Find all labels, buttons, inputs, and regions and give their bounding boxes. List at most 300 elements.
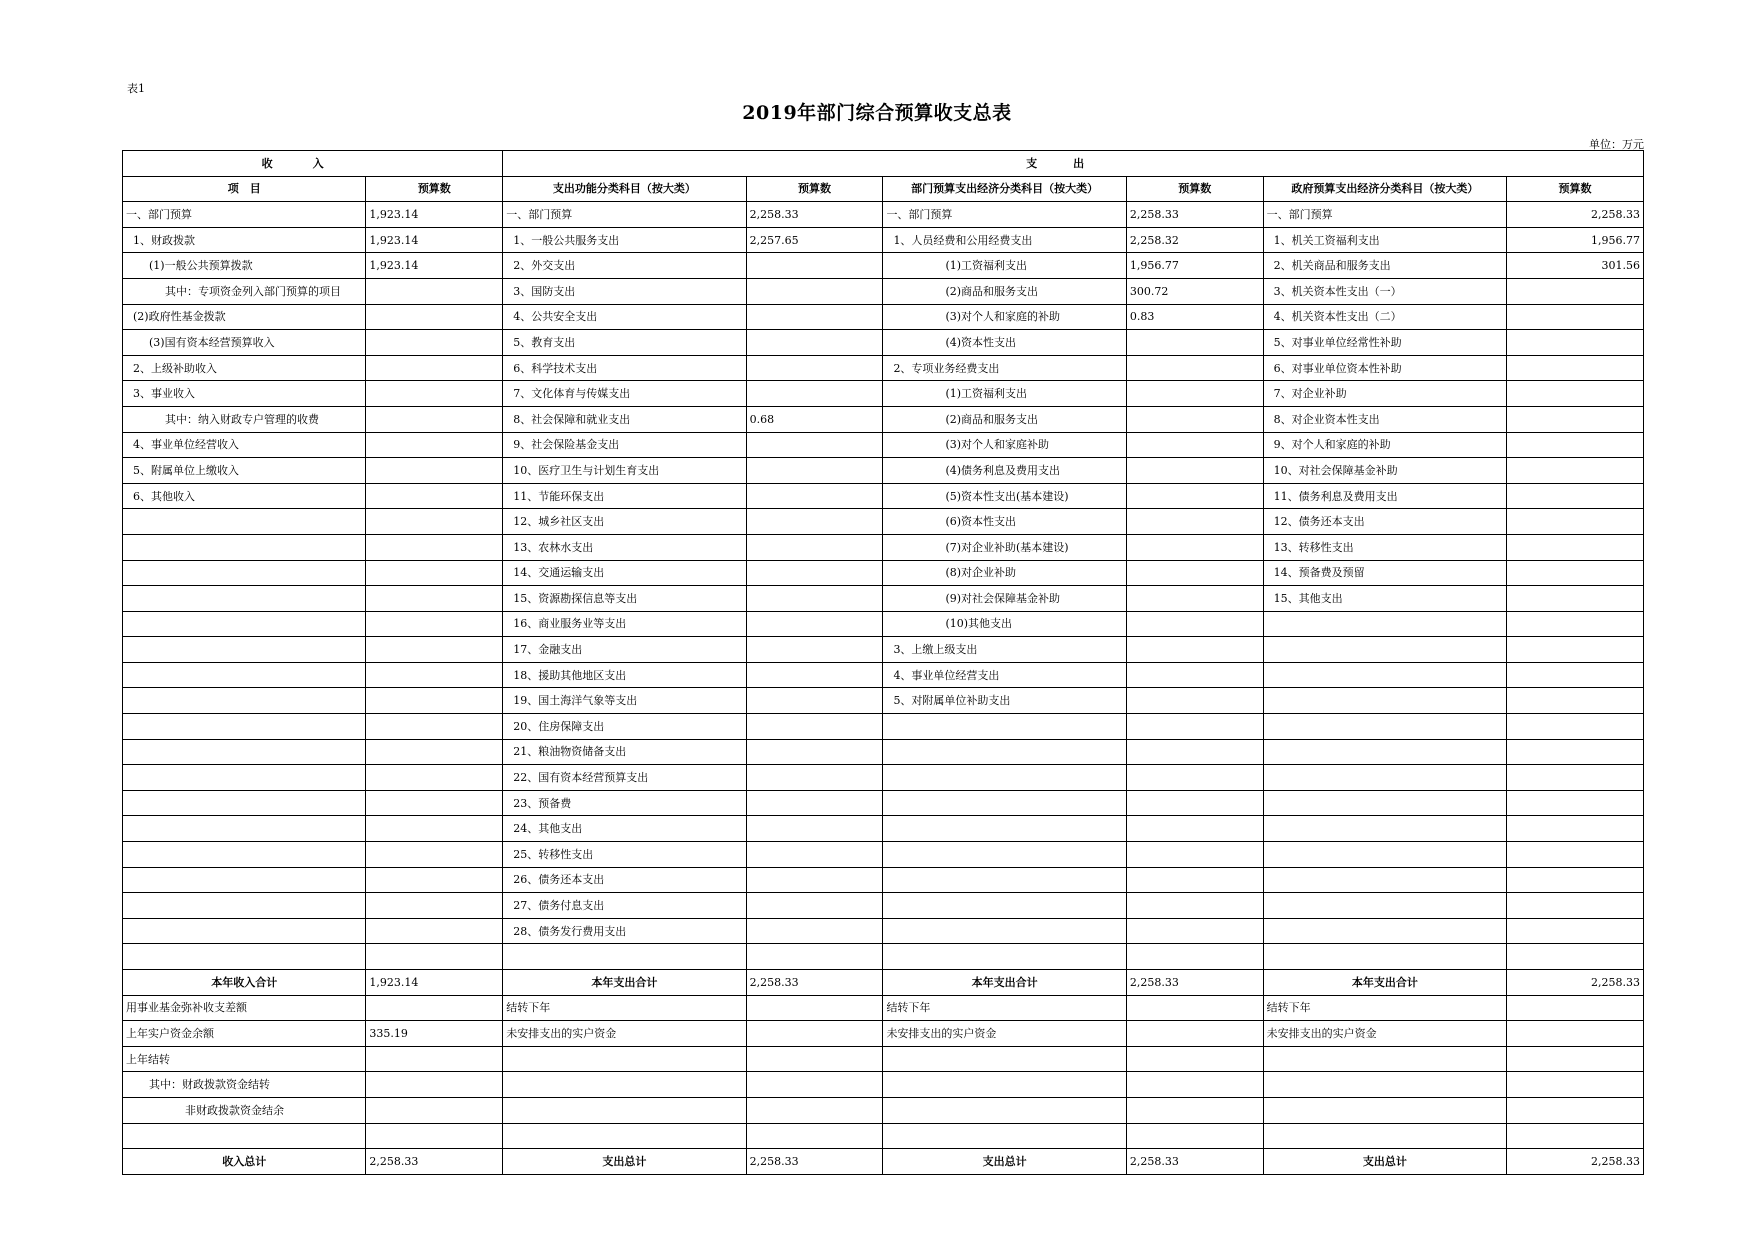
table-cell: (4)债务利息及费用支出 bbox=[883, 458, 1126, 484]
table-cell bbox=[1126, 867, 1263, 893]
table-cell bbox=[1263, 918, 1506, 944]
table-cell: 24、其他支出 bbox=[503, 816, 746, 842]
table-cell bbox=[123, 739, 366, 765]
table-cell bbox=[1507, 1097, 1644, 1123]
table-row bbox=[123, 432, 1644, 458]
table-cell bbox=[366, 534, 503, 560]
table-row bbox=[123, 1072, 1644, 1098]
table-cell bbox=[1126, 893, 1263, 919]
table-cell bbox=[746, 1021, 883, 1047]
table-cell bbox=[366, 355, 503, 381]
table-cell bbox=[746, 586, 883, 612]
table-cell bbox=[746, 432, 883, 458]
table-cell: 13、农林水支出 bbox=[503, 534, 746, 560]
table-cell: 18、援助其他地区支出 bbox=[503, 662, 746, 688]
table-cell: (2)商品和服务支出 bbox=[883, 278, 1126, 304]
table-cell bbox=[366, 278, 503, 304]
total-cell: 2,258.33 bbox=[746, 1149, 883, 1175]
table-cell bbox=[366, 560, 503, 586]
table-cell bbox=[123, 586, 366, 612]
table-row bbox=[123, 944, 1644, 970]
table-cell bbox=[1507, 304, 1644, 330]
table-cell bbox=[366, 458, 503, 484]
table-cell bbox=[123, 893, 366, 919]
table-cell bbox=[746, 765, 883, 791]
table-row bbox=[123, 304, 1644, 330]
table-cell bbox=[366, 765, 503, 791]
table-cell bbox=[366, 1123, 503, 1149]
table-cell bbox=[1507, 1021, 1644, 1047]
table-cell: 一、部门预算 bbox=[123, 202, 366, 228]
table-cell bbox=[746, 509, 883, 535]
table-cell bbox=[883, 1072, 1126, 1098]
table-cell bbox=[1507, 560, 1644, 586]
table-cell bbox=[1507, 611, 1644, 637]
table-cell bbox=[746, 662, 883, 688]
table-cell: (3)对个人和家庭补助 bbox=[883, 432, 1126, 458]
total-cell: 支出总计 bbox=[1263, 1149, 1506, 1175]
subtotal-cell: 2,258.33 bbox=[1507, 970, 1644, 996]
table-cell bbox=[366, 995, 503, 1021]
table-cell bbox=[746, 1072, 883, 1098]
subtotal-cell: 2,258.33 bbox=[746, 970, 883, 996]
table-cell bbox=[1507, 586, 1644, 612]
table-cell: 0.83 bbox=[1126, 304, 1263, 330]
table-cell: 1,956.77 bbox=[1126, 253, 1263, 279]
table-cell: (5)资本性支出(基本建设) bbox=[883, 483, 1126, 509]
table-cell: 5、附属单位上缴收入 bbox=[123, 458, 366, 484]
table-cell bbox=[746, 330, 883, 356]
table-cell bbox=[366, 432, 503, 458]
table-cell bbox=[1126, 662, 1263, 688]
table-cell: 9、对个人和家庭的补助 bbox=[1263, 432, 1506, 458]
table-cell bbox=[1263, 765, 1506, 791]
table-row bbox=[123, 458, 1644, 484]
table-cell bbox=[123, 714, 366, 740]
table-cell: 结转下年 bbox=[503, 995, 746, 1021]
table-row bbox=[123, 406, 1644, 432]
table-row bbox=[123, 637, 1644, 663]
table-cell bbox=[746, 944, 883, 970]
table-cell bbox=[1126, 330, 1263, 356]
table-row bbox=[123, 1123, 1644, 1149]
table-cell: 1,923.14 bbox=[366, 227, 503, 253]
table-cell bbox=[366, 842, 503, 868]
table-cell bbox=[1263, 1097, 1506, 1123]
table-cell: 3、国防支出 bbox=[503, 278, 746, 304]
table-cell bbox=[746, 893, 883, 919]
column-header: 预算数 bbox=[746, 176, 883, 202]
table-cell bbox=[1126, 458, 1263, 484]
table-cell bbox=[123, 637, 366, 663]
table-cell: 12、债务还本支出 bbox=[1263, 509, 1506, 535]
table-cell: 7、对企业补助 bbox=[1263, 381, 1506, 407]
table-cell: 2,258.33 bbox=[746, 202, 883, 228]
table-cell: 6、对事业单位资本性补助 bbox=[1263, 355, 1506, 381]
table-cell: 300.72 bbox=[1126, 278, 1263, 304]
table-cell: 5、对附属单位补助支出 bbox=[883, 688, 1126, 714]
column-header-row bbox=[123, 176, 1644, 202]
table-cell bbox=[1263, 739, 1506, 765]
table-cell bbox=[1507, 1123, 1644, 1149]
table-cell bbox=[503, 1097, 746, 1123]
table-cell: (6)资本性支出 bbox=[883, 509, 1126, 535]
sheet-label: 表1 bbox=[127, 82, 145, 95]
table-cell bbox=[366, 483, 503, 509]
table-cell bbox=[1507, 330, 1644, 356]
table-cell bbox=[123, 560, 366, 586]
table-cell: 5、对事业单位经常性补助 bbox=[1263, 330, 1506, 356]
table-cell bbox=[123, 918, 366, 944]
table-cell bbox=[366, 304, 503, 330]
table-cell bbox=[1507, 765, 1644, 791]
table-cell: 7、文化体育与传媒支出 bbox=[503, 381, 746, 407]
column-header: 部门预算支出经济分类科目（按大类） bbox=[883, 176, 1126, 202]
table-cell bbox=[1126, 1072, 1263, 1098]
table-cell: 2,257.65 bbox=[746, 227, 883, 253]
table-cell: 2、上级补助收入 bbox=[123, 355, 366, 381]
table-cell bbox=[746, 355, 883, 381]
table-cell: (3)对个人和家庭的补助 bbox=[883, 304, 1126, 330]
table-row bbox=[123, 202, 1644, 228]
expense-group-header: 支出 bbox=[503, 151, 1644, 177]
table-cell bbox=[366, 714, 503, 740]
table-cell bbox=[123, 867, 366, 893]
table-cell bbox=[366, 1072, 503, 1098]
table-cell bbox=[366, 611, 503, 637]
table-cell: 2、专项业务经费支出 bbox=[883, 355, 1126, 381]
table-cell: 335.19 bbox=[366, 1021, 503, 1047]
table-cell: 1,923.14 bbox=[366, 253, 503, 279]
table-cell bbox=[746, 714, 883, 740]
table-cell: 28、债务发行费用支出 bbox=[503, 918, 746, 944]
table-cell bbox=[746, 483, 883, 509]
table-cell bbox=[1126, 1021, 1263, 1047]
table-cell bbox=[1126, 842, 1263, 868]
table-cell: 非财政拨款资金结余 bbox=[123, 1097, 366, 1123]
table-cell bbox=[1507, 483, 1644, 509]
table-cell: 1,923.14 bbox=[366, 202, 503, 228]
table-cell: 11、债务利息及费用支出 bbox=[1263, 483, 1506, 509]
table-cell bbox=[746, 816, 883, 842]
table-cell bbox=[1263, 637, 1506, 663]
table-cell: 8、对企业资本性支出 bbox=[1263, 406, 1506, 432]
table-cell: 14、预备费及预留 bbox=[1263, 560, 1506, 586]
total-cell: 支出总计 bbox=[883, 1149, 1126, 1175]
unit-label: 单位：万元 bbox=[1589, 138, 1644, 151]
table-row bbox=[123, 330, 1644, 356]
table-cell: 1、财政拨款 bbox=[123, 227, 366, 253]
table-cell bbox=[1126, 560, 1263, 586]
table-row bbox=[123, 483, 1644, 509]
table-cell bbox=[1126, 995, 1263, 1021]
table-cell bbox=[1126, 944, 1263, 970]
column-header: 预算数 bbox=[1507, 176, 1644, 202]
table-cell bbox=[1263, 1046, 1506, 1072]
table-cell bbox=[366, 381, 503, 407]
table-cell: (1)工资福利支出 bbox=[883, 253, 1126, 279]
table-cell bbox=[366, 816, 503, 842]
table-cell bbox=[366, 944, 503, 970]
table-cell bbox=[1126, 816, 1263, 842]
table-cell bbox=[883, 1097, 1126, 1123]
table-cell bbox=[1507, 944, 1644, 970]
table-cell bbox=[366, 406, 503, 432]
table-cell: 其中：财政拨款资金结转 bbox=[123, 1072, 366, 1098]
table-cell: (7)对企业补助(基本建设) bbox=[883, 534, 1126, 560]
table-cell bbox=[123, 816, 366, 842]
table-cell bbox=[1126, 483, 1263, 509]
table-cell: 6、其他收入 bbox=[123, 483, 366, 509]
table-row bbox=[123, 355, 1644, 381]
table-cell: 20、住房保障支出 bbox=[503, 714, 746, 740]
table-cell: 21、粮油物资储备支出 bbox=[503, 739, 746, 765]
table-cell bbox=[1507, 842, 1644, 868]
table-cell bbox=[1126, 432, 1263, 458]
table-cell: (1)一般公共预算拨款 bbox=[123, 253, 366, 279]
table-cell bbox=[366, 1046, 503, 1072]
table-cell bbox=[123, 1123, 366, 1149]
table-cell bbox=[1507, 893, 1644, 919]
table-cell: (9)对社会保障基金补助 bbox=[883, 586, 1126, 612]
table-cell: 3、事业收入 bbox=[123, 381, 366, 407]
table-cell bbox=[746, 637, 883, 663]
table-cell: (4)资本性支出 bbox=[883, 330, 1126, 356]
table-cell bbox=[1126, 739, 1263, 765]
table-cell: 22、国有资本经营预算支出 bbox=[503, 765, 746, 791]
column-header: 预算数 bbox=[366, 176, 503, 202]
table-cell: 未安排支出的实户资金 bbox=[503, 1021, 746, 1047]
group-header-row bbox=[123, 151, 1644, 177]
table-cell bbox=[746, 918, 883, 944]
table-cell: 上年实户资金余额 bbox=[123, 1021, 366, 1047]
table-cell: (8)对企业补助 bbox=[883, 560, 1126, 586]
column-header: 项 目 bbox=[123, 176, 366, 202]
table-cell: 13、转移性支出 bbox=[1263, 534, 1506, 560]
page-title: 2019年部门综合预算收支总表 bbox=[742, 102, 1012, 124]
table-cell bbox=[1263, 944, 1506, 970]
total-cell: 收入总计 bbox=[123, 1149, 366, 1175]
table-cell bbox=[123, 944, 366, 970]
table-cell: 23、预备费 bbox=[503, 790, 746, 816]
table-cell bbox=[123, 611, 366, 637]
table-cell bbox=[1507, 534, 1644, 560]
table-cell: 19、国土海洋气象等支出 bbox=[503, 688, 746, 714]
table-cell: 0.68 bbox=[746, 406, 883, 432]
total-cell: 2,258.33 bbox=[366, 1149, 503, 1175]
table-row bbox=[123, 509, 1644, 535]
table-cell bbox=[366, 918, 503, 944]
table-cell: 301.56 bbox=[1507, 253, 1644, 279]
table-cell bbox=[1507, 458, 1644, 484]
table-cell bbox=[1507, 1072, 1644, 1098]
table-cell bbox=[123, 688, 366, 714]
table-cell bbox=[746, 1046, 883, 1072]
subtotal-cell: 本年支出合计 bbox=[883, 970, 1126, 996]
table-cell: 9、社会保险基金支出 bbox=[503, 432, 746, 458]
table-cell: 1、一般公共服务支出 bbox=[503, 227, 746, 253]
table-cell bbox=[503, 1123, 746, 1149]
total-cell: 2,258.33 bbox=[1126, 1149, 1263, 1175]
table-cell: 上年结转 bbox=[123, 1046, 366, 1072]
table-cell: 2,258.33 bbox=[1507, 202, 1644, 228]
table-cell bbox=[1126, 790, 1263, 816]
table-cell bbox=[746, 688, 883, 714]
table-cell bbox=[123, 842, 366, 868]
table-cell bbox=[1126, 381, 1263, 407]
table-cell: 一、部门预算 bbox=[1263, 202, 1506, 228]
table-cell bbox=[1507, 918, 1644, 944]
table-cell bbox=[366, 662, 503, 688]
table-cell bbox=[123, 534, 366, 560]
table-cell bbox=[1507, 714, 1644, 740]
table-cell bbox=[1507, 278, 1644, 304]
table-row bbox=[123, 867, 1644, 893]
table-row bbox=[123, 739, 1644, 765]
table-cell: 未安排支出的实户资金 bbox=[883, 1021, 1126, 1047]
table-cell: 5、教育支出 bbox=[503, 330, 746, 356]
table-cell: 1,956.77 bbox=[1507, 227, 1644, 253]
table-cell: 4、事业单位经营收入 bbox=[123, 432, 366, 458]
table-row bbox=[123, 842, 1644, 868]
table-cell bbox=[746, 739, 883, 765]
table-cell bbox=[366, 867, 503, 893]
table-cell bbox=[1126, 534, 1263, 560]
table-cell bbox=[1507, 406, 1644, 432]
table-cell bbox=[883, 867, 1126, 893]
table-cell bbox=[1126, 1046, 1263, 1072]
table-cell bbox=[746, 1097, 883, 1123]
table-cell: 15、其他支出 bbox=[1263, 586, 1506, 612]
table-cell bbox=[883, 739, 1126, 765]
table-cell bbox=[1263, 714, 1506, 740]
table-cell bbox=[503, 1046, 746, 1072]
table-cell bbox=[366, 586, 503, 612]
column-header: 预算数 bbox=[1126, 176, 1263, 202]
table-cell: 2,258.33 bbox=[1126, 202, 1263, 228]
table-cell bbox=[1126, 714, 1263, 740]
table-row bbox=[123, 893, 1644, 919]
table-cell bbox=[746, 995, 883, 1021]
table-row bbox=[123, 662, 1644, 688]
table-row bbox=[123, 1046, 1644, 1072]
table-cell bbox=[746, 278, 883, 304]
table-cell: 17、金融支出 bbox=[503, 637, 746, 663]
table-row bbox=[123, 918, 1644, 944]
table-cell bbox=[1263, 662, 1506, 688]
table-row bbox=[123, 278, 1644, 304]
table-cell bbox=[1126, 765, 1263, 791]
table-cell: 结转下年 bbox=[883, 995, 1126, 1021]
table-cell bbox=[746, 1123, 883, 1149]
table-cell: 27、债务付息支出 bbox=[503, 893, 746, 919]
table-cell bbox=[1263, 688, 1506, 714]
column-header: 政府预算支出经济分类科目（按大类） bbox=[1263, 176, 1506, 202]
table-cell bbox=[746, 790, 883, 816]
table-row bbox=[123, 381, 1644, 407]
table-cell bbox=[883, 893, 1126, 919]
table-cell bbox=[1263, 842, 1506, 868]
table-cell: 未安排支出的实户资金 bbox=[1263, 1021, 1506, 1047]
income-group-header: 收入 bbox=[123, 151, 503, 177]
table-cell: 26、债务还本支出 bbox=[503, 867, 746, 893]
subtotal-cell: 本年支出合计 bbox=[503, 970, 746, 996]
table-row bbox=[123, 688, 1644, 714]
table-cell: 25、转移性支出 bbox=[503, 842, 746, 868]
table-cell bbox=[503, 1072, 746, 1098]
table-cell bbox=[123, 790, 366, 816]
column-header: 支出功能分类科目（按大类） bbox=[503, 176, 746, 202]
table-cell: 4、事业单位经营支出 bbox=[883, 662, 1126, 688]
table-cell bbox=[1507, 688, 1644, 714]
table-cell: 10、对社会保障基金补助 bbox=[1263, 458, 1506, 484]
table-cell: 15、资源勘探信息等支出 bbox=[503, 586, 746, 612]
table-cell: 10、医疗卫生与计划生育支出 bbox=[503, 458, 746, 484]
table-cell: 14、交通运输支出 bbox=[503, 560, 746, 586]
table-cell bbox=[1507, 509, 1644, 535]
table-cell bbox=[366, 688, 503, 714]
table-cell bbox=[883, 1046, 1126, 1072]
table-cell bbox=[366, 893, 503, 919]
table-row bbox=[123, 995, 1644, 1021]
table-cell: 16、商业服务业等支出 bbox=[503, 611, 746, 637]
table-cell bbox=[366, 330, 503, 356]
table-cell bbox=[746, 304, 883, 330]
table-cell: 2、机关商品和服务支出 bbox=[1263, 253, 1506, 279]
table-cell bbox=[1126, 355, 1263, 381]
subtotal-cell: 本年收入合计 bbox=[123, 970, 366, 996]
table-cell bbox=[746, 867, 883, 893]
table-row bbox=[123, 560, 1644, 586]
table-cell bbox=[746, 381, 883, 407]
table-cell bbox=[1126, 509, 1263, 535]
table-cell bbox=[1126, 586, 1263, 612]
table-cell bbox=[1507, 867, 1644, 893]
table-cell bbox=[1126, 406, 1263, 432]
table-cell: 其中：纳入财政专户管理的收费 bbox=[123, 406, 366, 432]
table-cell: 1、人员经费和公用经费支出 bbox=[883, 227, 1126, 253]
table-row bbox=[123, 253, 1644, 279]
table-cell: 6、科学技术支出 bbox=[503, 355, 746, 381]
table-cell: 一、部门预算 bbox=[883, 202, 1126, 228]
table-cell bbox=[366, 790, 503, 816]
table-cell bbox=[503, 944, 746, 970]
total-cell: 支出总计 bbox=[503, 1149, 746, 1175]
table-cell bbox=[1507, 739, 1644, 765]
table-cell: (1)工资福利支出 bbox=[883, 381, 1126, 407]
table-cell: 3、上缴上级支出 bbox=[883, 637, 1126, 663]
table-cell bbox=[883, 944, 1126, 970]
table-cell: 3、机关资本性支出（一） bbox=[1263, 278, 1506, 304]
table-cell bbox=[123, 509, 366, 535]
table-cell bbox=[1507, 790, 1644, 816]
table-cell bbox=[1507, 381, 1644, 407]
table-cell bbox=[1507, 816, 1644, 842]
table-cell bbox=[1507, 995, 1644, 1021]
table-cell: 一、部门预算 bbox=[503, 202, 746, 228]
table-row bbox=[123, 611, 1644, 637]
table-cell bbox=[746, 253, 883, 279]
table-cell bbox=[1507, 637, 1644, 663]
table-cell bbox=[1126, 1097, 1263, 1123]
table-cell bbox=[1126, 688, 1263, 714]
table-cell bbox=[746, 534, 883, 560]
table-cell bbox=[1126, 1123, 1263, 1149]
table-cell bbox=[1263, 1123, 1506, 1149]
subtotal-row bbox=[123, 970, 1644, 996]
table-row bbox=[123, 227, 1644, 253]
table-row bbox=[123, 586, 1644, 612]
